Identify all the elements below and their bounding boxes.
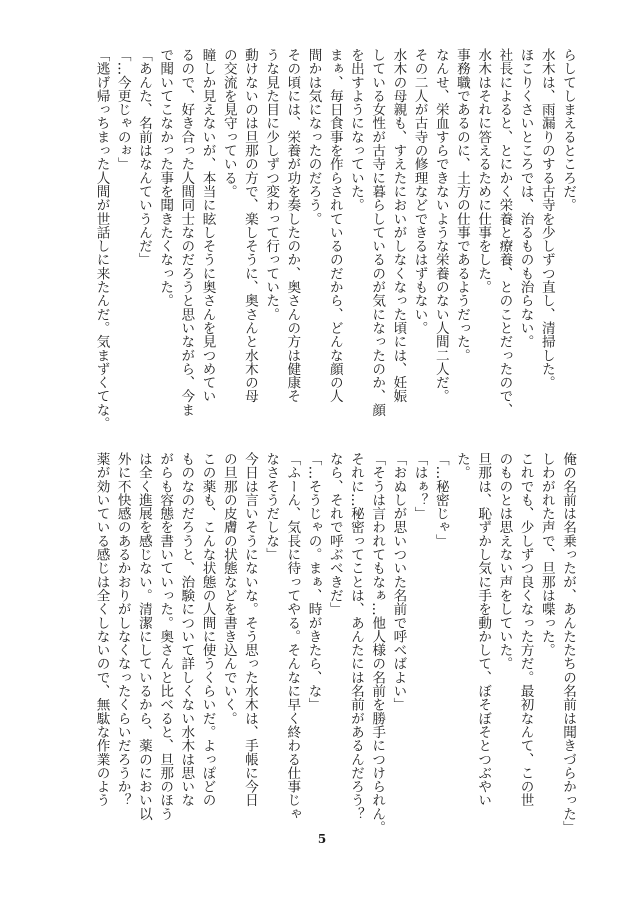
text-line: これでも、少しずつ良くなった方だ。最初なんて、この世 [517, 452, 534, 807]
text-line: 旦那は、恥ずかし気に手を動かして、ぼそぼそとつぶやい [475, 452, 492, 807]
text-line: らしてしまえるところだ。 [560, 48, 576, 212]
text-line: 「あんた、名前はなんていうんだ」 [135, 48, 152, 267]
text-line: の旦那の皮膚の状態などを書き込んでいく。 [220, 452, 237, 725]
text-line: まぁ、毎日食事を作らされているのだから、どんな顔の人 [326, 48, 343, 403]
text-line: しわがれた声で、旦那は喋った。 [538, 452, 555, 657]
text-line: で聞いてこなかった事を聞きたくなった。 [157, 48, 174, 308]
text-line: その頃には、栄養が功を奏したのか、奥さんの方は健康そ [284, 48, 301, 403]
text-line: の交流を見守っている。 [220, 48, 237, 199]
text-line: その二人が古寺の修理などできるはずもない。 [411, 48, 428, 335]
text-line: 俺の名前は名乗ったが、あんたたちの名前は聞きづらかった」 [560, 452, 576, 835]
page-number: 5 [317, 832, 327, 846]
upper-text-block [90, 48, 578, 431]
text-line: している女性が古寺に暮らしているのが気になったのか、顔 [369, 48, 386, 417]
text-line: 瞳しか見えないが、本当に眩しそうに奥さんを見つめてい [199, 48, 216, 403]
text-line: それに…秘密ってことは、あんたには名前があるんだろう？ [347, 452, 364, 821]
text-line: 水木はそれに答えるために仕事をした。 [475, 48, 492, 294]
text-line: 「逃げ帰っちまった人間が世話しに来たんだ。気まずくてな。 [93, 48, 110, 431]
text-line: 「おぬしが思いついた名前で呼べばよい」 [390, 452, 407, 712]
text-line: た。 [453, 452, 470, 480]
text-line: 「そうは言われてもなぁ…他人様の名前を勝手につけられん。 [369, 452, 386, 835]
text-line: 「…秘密じゃ」 [432, 452, 449, 548]
text-line: なんせ、栄血すらできないような栄養のない人間二人だ。 [432, 48, 449, 403]
text-line: この薬も、こんな状態の人間に使うくらいだ。よっぽどの [199, 452, 216, 807]
text-line: 外に不快感のあるかおりがしなくなったくらいだろうか？ [114, 452, 131, 807]
text-line: 「ふーん、気長に待ってやる。そんなに早く終わる仕事じゃ [284, 452, 301, 821]
text-line: 薬が効いている感じは全くしないので、無駄な作業のよう [93, 452, 110, 807]
text-line: 動けないのは旦那の方で、楽しそうに、奥さんと水木の母 [241, 48, 258, 403]
text-line: ものなのだろうと、治験について詳しくない水木は思いな [178, 452, 195, 807]
text-line: がらも容態を書いていった。奥さんと比べると、旦那のほう [157, 452, 174, 821]
text-line: るので、好き合った人間同士なのだろうと思いながら、今ま [178, 48, 195, 417]
text-line: 事務職であるのに、土方の仕事であるようだった。 [453, 48, 470, 362]
text-line: 水木の母親も、すえたにおいがしなくなった頃には、妊娠 [390, 48, 407, 403]
lower-text-block [90, 452, 578, 835]
text-line: 「はぁ？」 [411, 452, 428, 521]
text-line: 「…今更じゃのぉ」 [114, 48, 131, 171]
text-line: 水木は、雨漏りのする古寺を少しずつ直し、清掃した。 [538, 48, 555, 390]
text-line: 今日は言いそうにないな。そう思った水木は、手帳に今日 [241, 452, 258, 807]
text-line: 「…そうじゃの。まぁ、時がきたら、な」 [305, 452, 322, 712]
text-line: のものとは思えない声をしていた。 [496, 452, 513, 671]
text-line: 間かは気になったのだろう。 [305, 48, 322, 226]
text-line: なさそうだしな」 [263, 452, 280, 562]
text-line: なら、それで呼ぶべきだ」 [326, 452, 343, 616]
text-line: を出すようになっていた。 [347, 48, 364, 212]
text-line: は全く進展を感じない。清潔にしているから、薬のにおい以 [135, 452, 152, 821]
text-line: ほこりくさいところでは、治るものも治らない。 [517, 48, 534, 349]
text-line: うな見た目に少しずつ変わって行っていた。 [263, 48, 280, 321]
text-line: 社長によると、とにかく栄養と療養、とのことだったので、 [496, 48, 513, 417]
